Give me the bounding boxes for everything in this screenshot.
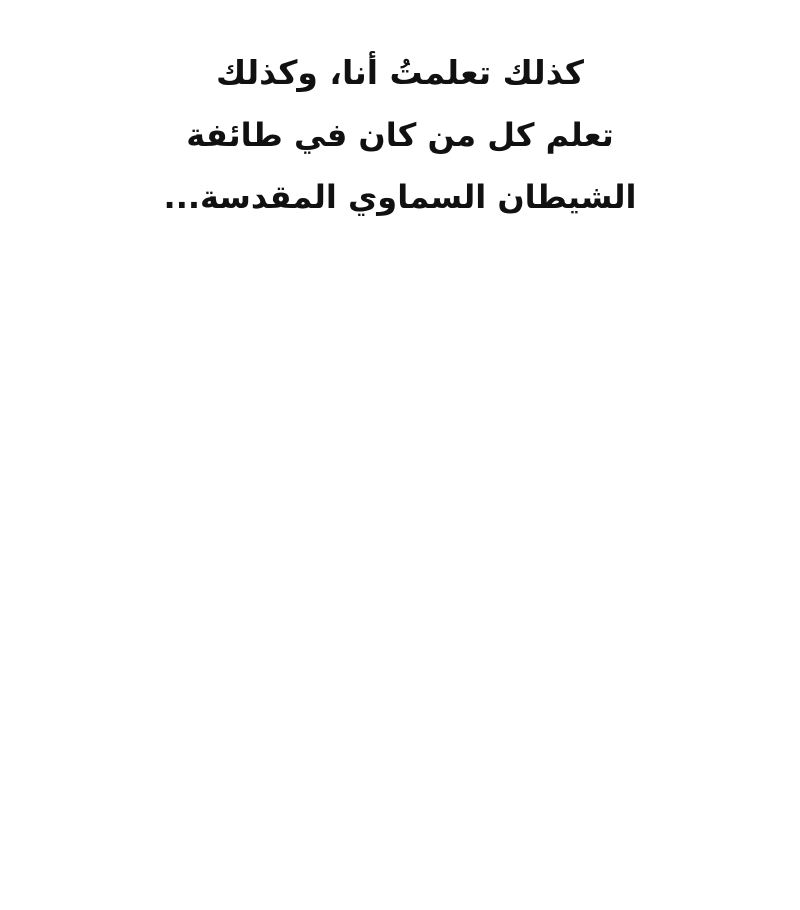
text-line-1: كذلك تعلمتُ أنا، وكذلك (216, 53, 584, 92)
text-line-2: تعلم كل من كان في طائفة (186, 116, 614, 154)
caption-text-block (0, 42, 800, 228)
text-line-3: الشيطان السماوي المقدسة... (163, 178, 637, 216)
